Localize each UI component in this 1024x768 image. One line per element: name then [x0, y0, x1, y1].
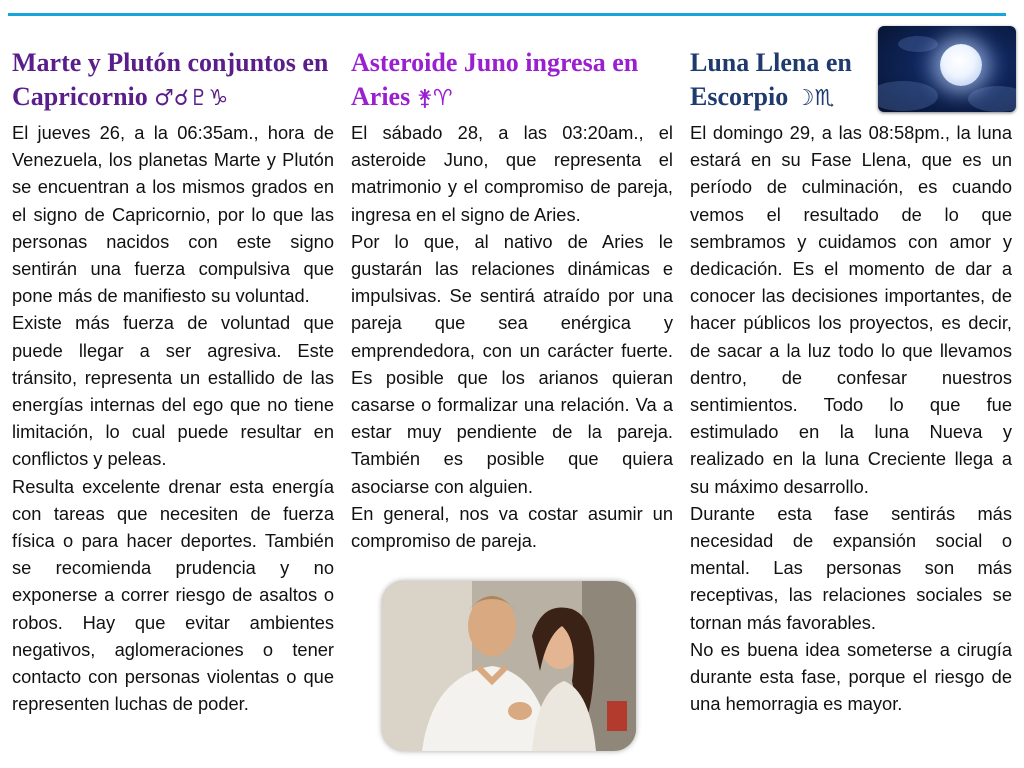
article-luna-llena — [690, 46, 1012, 717]
top-divider — [8, 13, 1006, 16]
article-paragraph: Existe más fuerza de voluntad que puede llegar a ser agresiva. Este tránsito, representa un estallido de las energías internas del ego que no tiene limitación, lo cual puede resultar en conflictos y peleas. — [12, 312, 334, 470]
article-paragraph: Por lo que, al nativo de Aries le gustarán las relaciones dinámicas e impulsivas. Se sentirá atraído por una pareja que sea enérgica y emprendedora, con un carácter fuerte. Es posible que los arianos quieran casarse o formalizar una relación. Va a estar muy pendiente de la pareja. También es posible que quiera asociarse con alguien. — [351, 230, 673, 497]
article-title: Luna Llena en Escorpio ☽♏ — [690, 48, 852, 111]
article-paragraph: El jueves 26, a la 06:35am., hora de Venezuela, los planetas Marte y Plutón se encuentran a los mismos grados en el signo de Capricornio, por lo que las personas nacidos con este signo sentirán una fuerza compulsiva que pone más de manifiesto su voluntad. — [12, 122, 334, 307]
article-paragraph: El domingo 29, a las 08:58pm., la luna estará en su Fase Llena, que es un período de culminación, es cuando vemos el resultado de lo que sembramos y cuidamos con amor y dedicación. Es el momento de dar a conocer las decisiones importantes, de hacer públicos los proyectos, es decir, de sacar a la luz todo lo que llevamos dentro, de confesar nuestros sentimientos. Todo lo que fue estimulado en la luna Nueva y realizado en la luna Creciente llega a su máximo desarrollo. — [690, 122, 1012, 497]
moon-icon — [940, 44, 982, 86]
article-paragraph: En general, nos va costar asumir un compromiso de pareja. — [351, 502, 673, 552]
article-paragraph: No es buena idea someterse a cirugía durante esta fase, porque el riesgo de una hemorragia es mayor. — [690, 638, 1012, 715]
astro-symbols: ♂☌♇♑ — [154, 86, 229, 111]
article-juno-aries — [351, 46, 673, 554]
astro-symbols: ⚵♈ — [416, 86, 453, 111]
couple-photo — [382, 581, 636, 751]
article-paragraph: Durante esta fase sentirás más necesidad de expansión social o mental. Las personas son más receptivas, las relaciones sociales se tornan más favorables. — [690, 502, 1012, 633]
astro-symbols: ☽♏ — [794, 86, 835, 111]
article-marte-pluton — [12, 46, 334, 717]
article-paragraph: El sábado 28, a las 03:20am., el asteroide Juno, que representa el matrimonio y el compromiso de pareja, ingresa en el signo de Aries. — [351, 122, 673, 225]
couple-illustration — [382, 581, 636, 751]
full-moon-photo — [878, 26, 1016, 112]
article-title: Marte y Plutón conjuntos en Capricornio ♂☌♇♑ — [12, 48, 329, 111]
article-title: Asteroide Juno ingresa en Aries ⚵♈ — [351, 48, 639, 111]
article-paragraph: Resulta excelente drenar esta energía con tareas que necesiten de fuerza física o para hacer deportes. También se recomienda prudencia y no exponerse a correr riesgo de asaltos o robos. Hay que evitar ambientes negativos, aglomeraciones o tener contacto con personas violentas o que representen luchas de poder. — [12, 475, 334, 715]
